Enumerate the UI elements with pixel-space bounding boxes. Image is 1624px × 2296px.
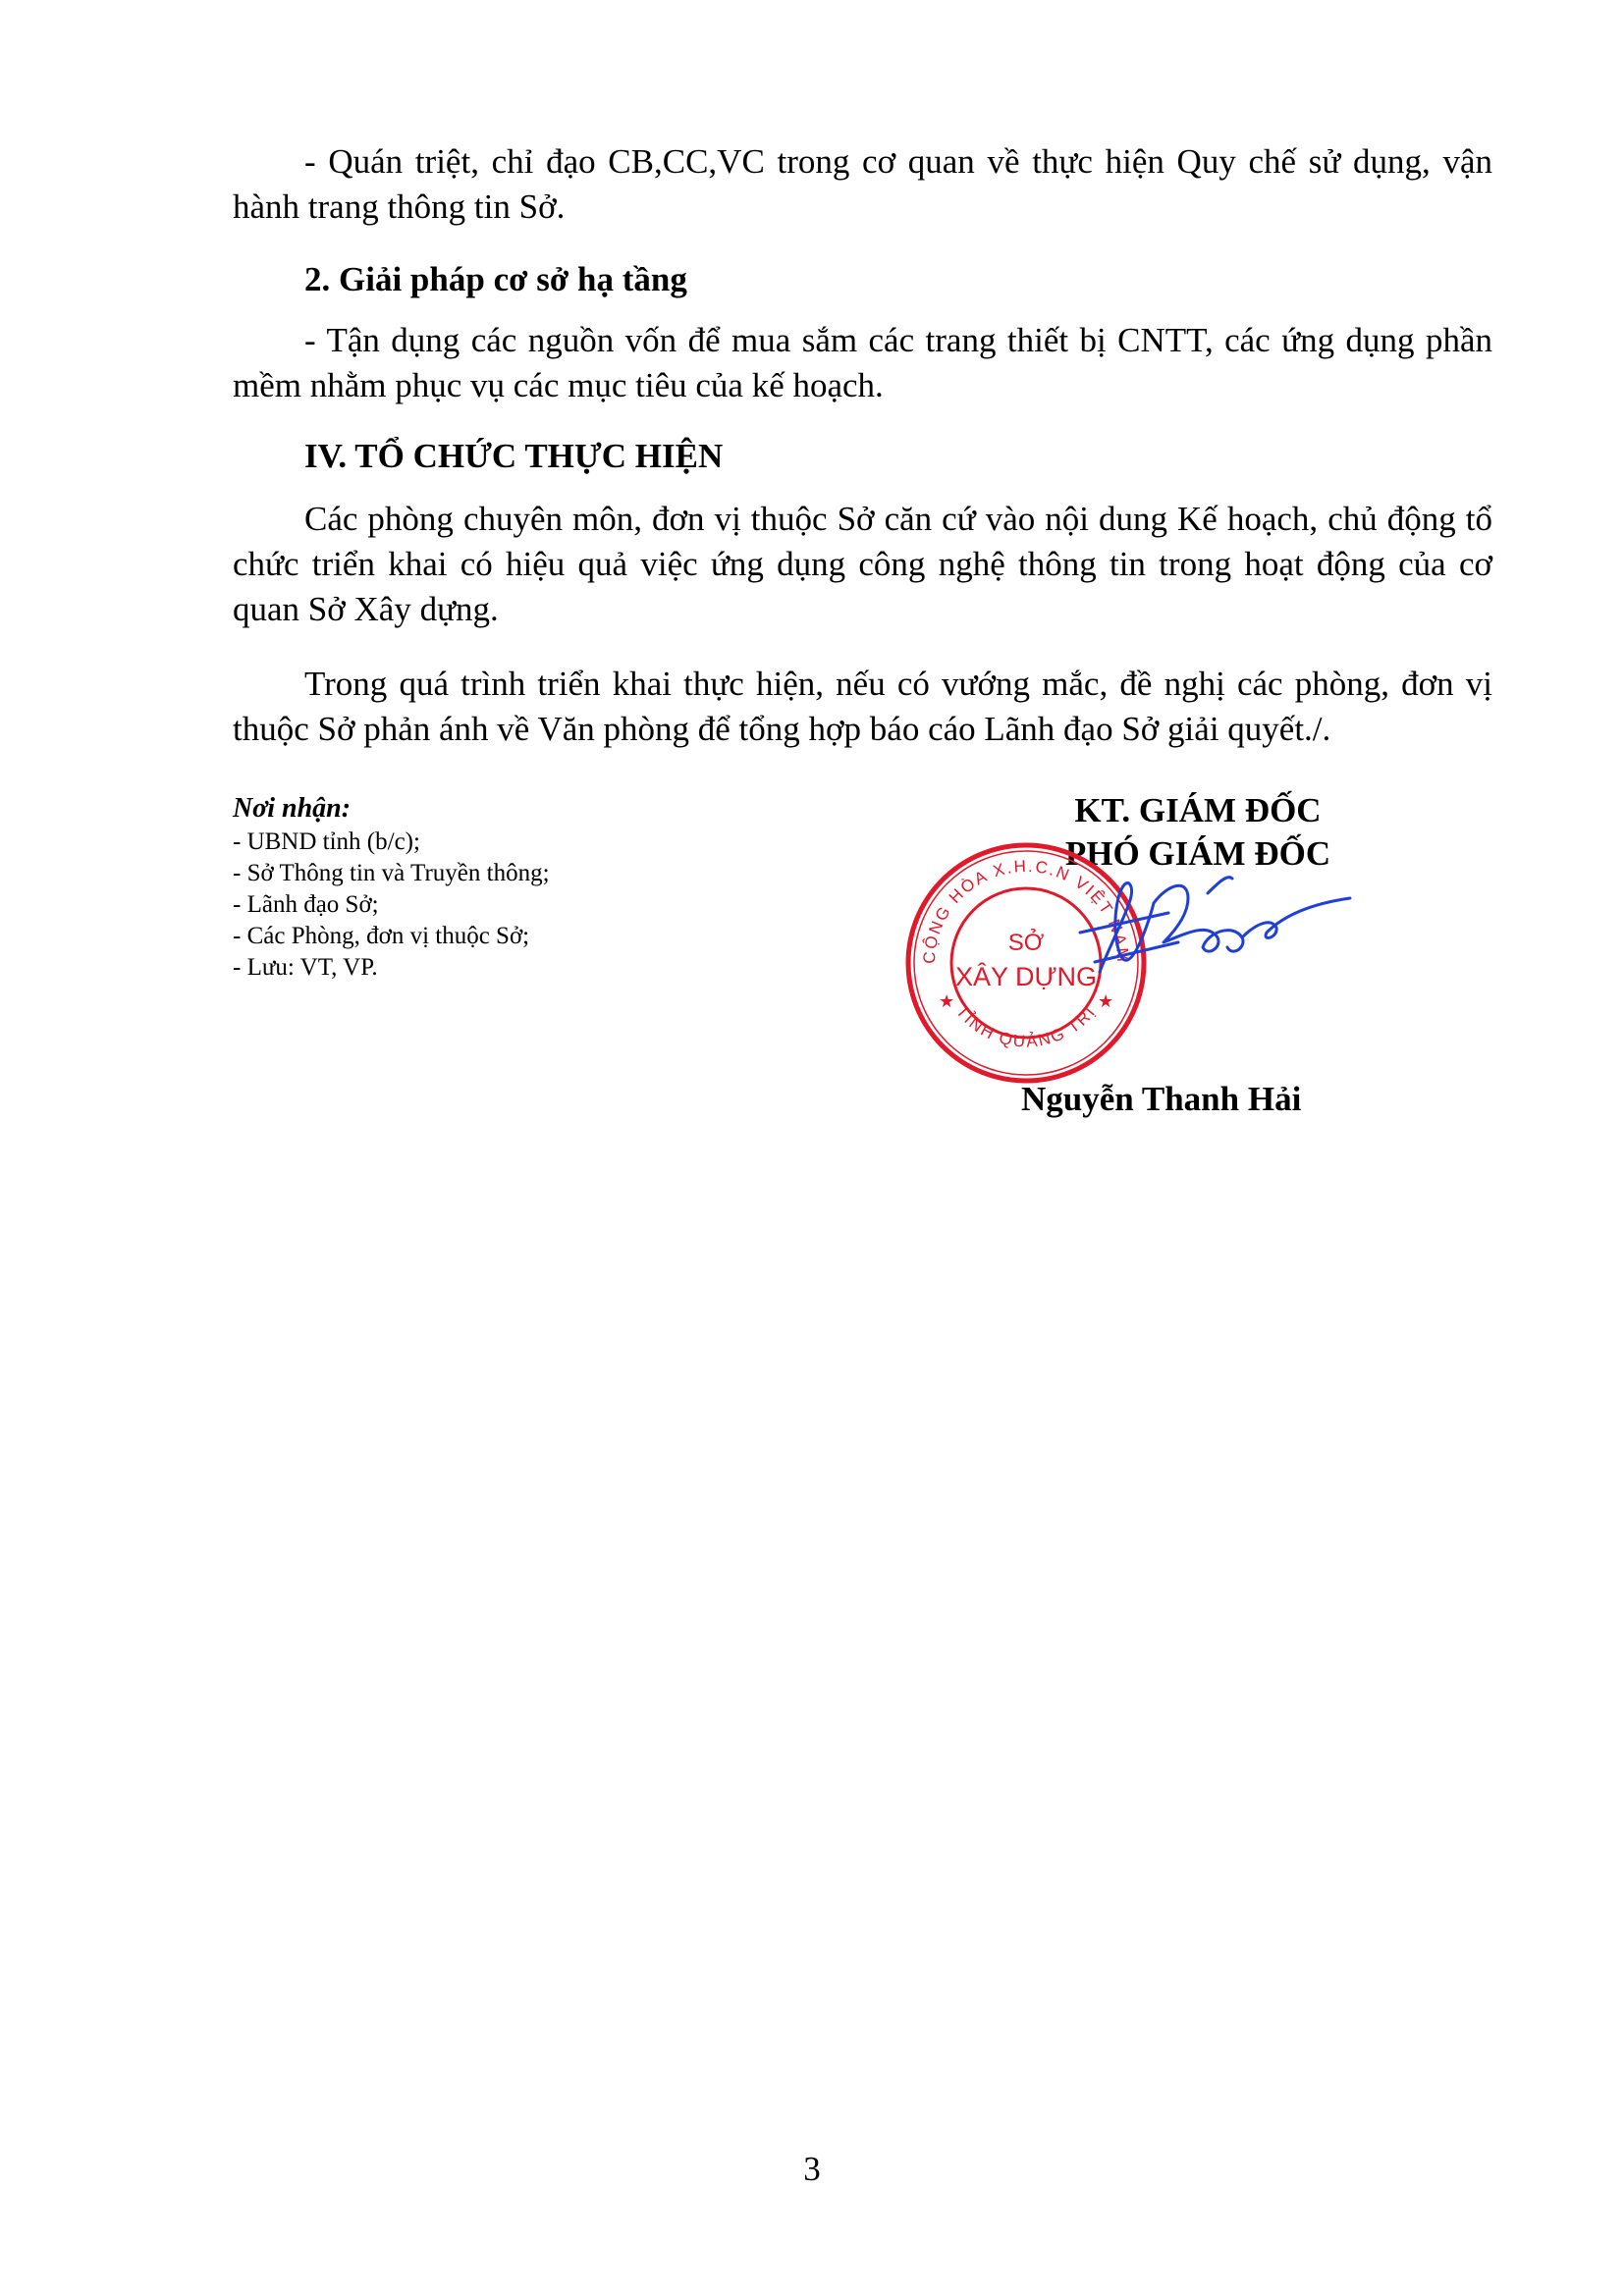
recipients-list [233,827,783,984]
svg-text:SỞ: SỞ [1007,930,1045,956]
paragraph-implementation: Các phòng chuyên môn, đơn vị thuộc Sở căn cứ vào nội dung Kế hoạch, chủ động tổ chức triển khai có hiệu quả việc ứng dụng công nghệ thông tin trong hoạt động của cơ quan Sở Xây dựng. [233,500,1492,628]
recipients-block [233,793,783,984]
heading-infrastructure: 2. Giải pháp cơ sở hạ tầng [304,260,687,298]
page-number: 3 [803,2150,821,2188]
svg-text:★: ★ [1098,991,1114,1011]
recipient-item: - UBND tỉnh (b/c); [233,828,420,855]
svg-text:★: ★ [939,991,955,1011]
recipient-item: - Lãnh đạo Sở; [233,891,379,918]
signer-title-line2: PHÓ GIÁM ĐỐC [1064,834,1331,873]
paragraph-regulation: - Quán triệt, chỉ đạo CB,CC,VC trong cơ quan về thực hiện Quy chế sử dụng, vận hành trang thông tin Sở. [233,142,1492,226]
recipient-item: - Lưu: VT, VP. [233,954,378,981]
signer-title-line1: KT. GIÁM ĐỐC [1074,791,1322,829]
handwritten-signature-icon [1060,864,1355,1021]
svg-text:XÂY DỰNG: XÂY DỰNG [954,962,1098,991]
recipient-item: - Các Phòng, đơn vị thuộc Sở; [233,923,530,949]
recipients-title: Nơi nhận: [233,793,352,824]
signer-name: Nguyễn Thanh Hải [1021,1080,1302,1118]
recipient-item: - Sở Thông tin và Truyền thông; [233,860,550,886]
heading-implementation: IV. TỔ CHỨC THỰC HIỆN [304,437,724,475]
paragraph-issues: Trong quá trình triển khai thực hiện, nếu có vướng mắc, đề nghị các phòng, đơn vị thuộc Sở phản ánh về Văn phòng để tổng hợp báo cáo Lãnh đạo Sở giải quyết./. [233,665,1492,748]
svg-text:CỘNG HÒA X.H.C.N VIỆT NAM: CỘNG HÒA X.H.C.N VIỆT NAM [919,856,1133,965]
svg-text:TỈNH QUẢNG TRỊ: TỈNH QUẢNG TRỊ [951,1001,1101,1051]
paragraph-infrastructure: - Tận dụng các nguồn vốn để mua sắm các trang thiết bị CNTT, các ứng dụng phần mềm nhằm phục vụ các mục tiêu của kế hoạch. [233,321,1492,404]
